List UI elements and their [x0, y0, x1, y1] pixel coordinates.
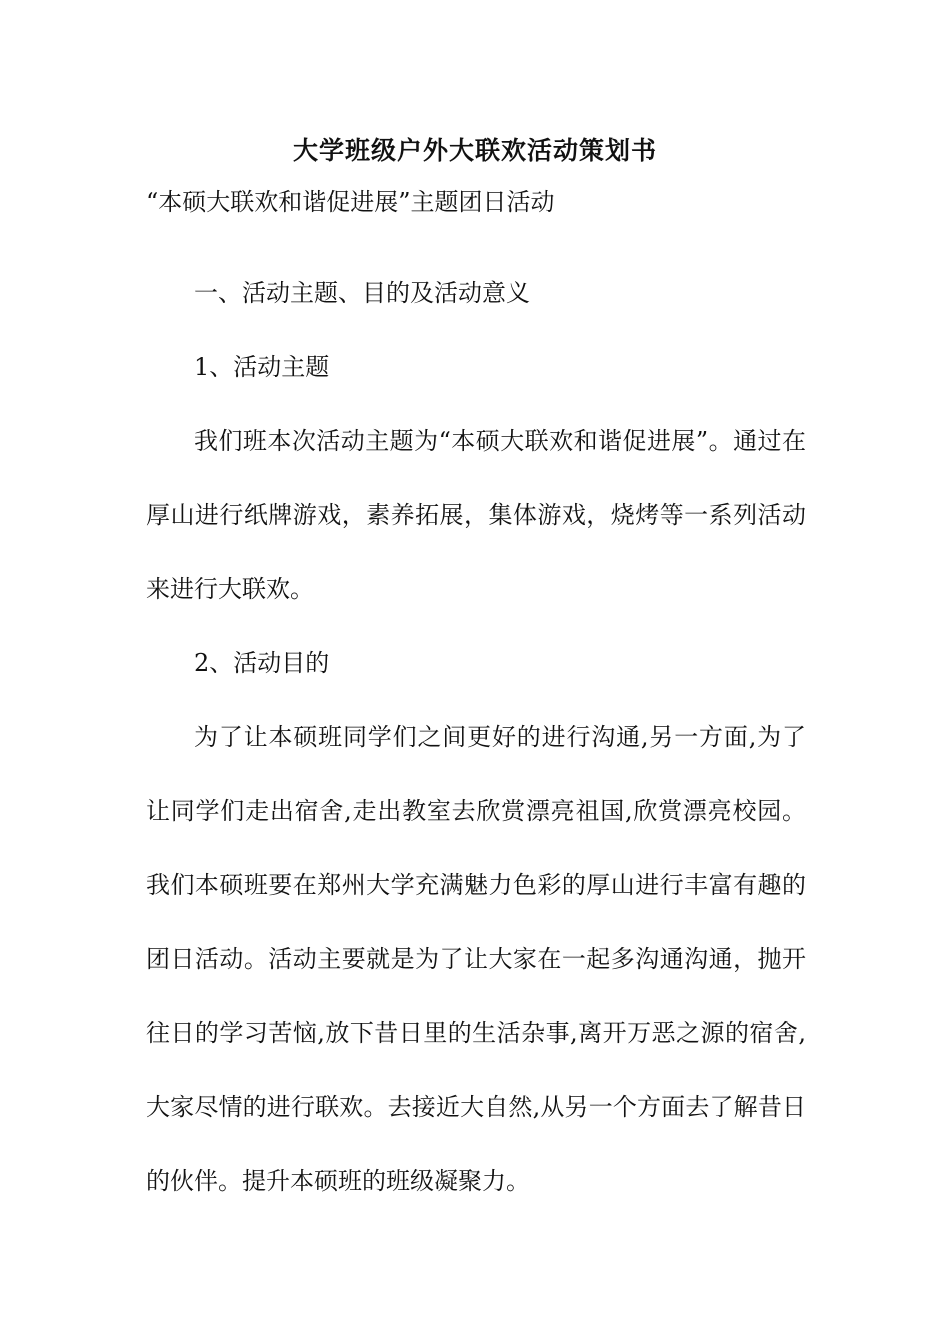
document-title: 大学班级户外大联欢活动策划书 [292, 136, 657, 165]
body-paragraph: 为了让本硕班同学们之间更好的进行沟通,另一方面,为了让同学们走出宿舍,走出教室去欣赏漂亮祖国,欣赏漂亮校园。我们本硕班要在郑州大学充满魅力色彩的厚山进行丰富有趣的团日活动。活动主要就是为了让大家在一起多沟通沟通，抛开往日的学习苦恼,放下昔日里的生活杂事,离开万恶之源的宿舍,大家尽情的进行联欢。去接近大自然,从另一个方面去了解昔日的伙伴。提升本硕班的班级凝聚力。 [146, 723, 806, 1195]
body-paragraph: 我们班本次活动主题为“本硕大联欢和谐促进展”。通过在厚山进行纸牌游戏，素养拓展，集体游戏，烧烤等一系列活动来进行大联欢。 [146, 427, 806, 603]
subsection-heading: 2、活动目的 [194, 649, 330, 677]
document-subtitle: “本硕大联欢和谐促进展”主题团日活动 [146, 188, 555, 216]
subsection-heading: 1、活动主题 [194, 353, 330, 381]
document-body [146, 256, 806, 1218]
section-heading: 一、活动主题、目的及活动意义 [194, 279, 530, 307]
